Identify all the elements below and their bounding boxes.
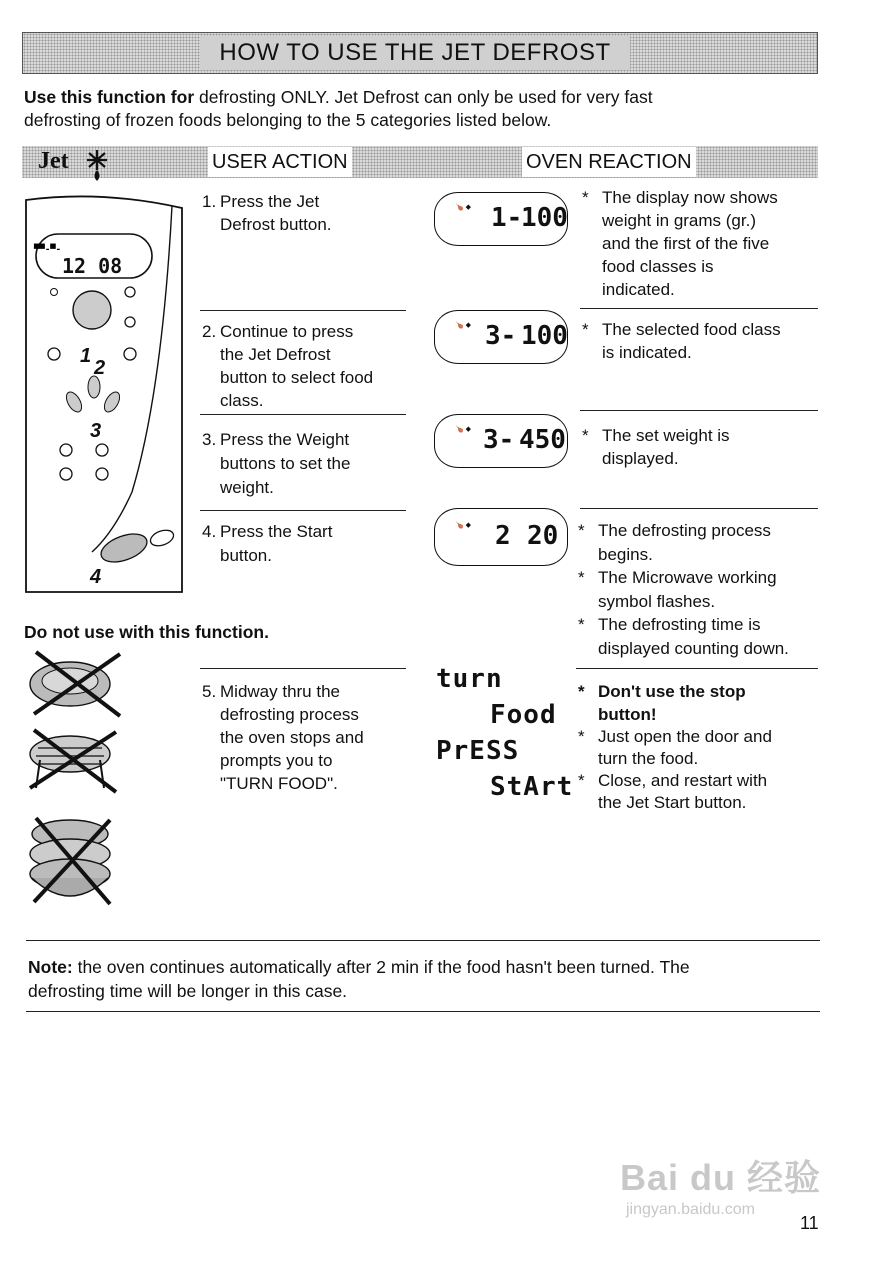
metal-rack-icon	[30, 730, 116, 792]
reaction-line: The Microwave working	[598, 568, 777, 587]
step-5-line: "TURN FOOD".	[220, 774, 338, 793]
user-action-header: USER ACTION	[208, 147, 352, 177]
divider	[580, 508, 818, 509]
divider	[580, 308, 818, 309]
reaction-line: displayed.	[602, 449, 679, 468]
reaction-line: The display now shows	[602, 188, 778, 207]
lcd-class: 1-	[491, 203, 523, 233]
divider	[200, 414, 406, 415]
step-3-line: weight.	[220, 478, 274, 497]
step-3-line: Press the Weight	[220, 430, 350, 449]
panel-label-4: 4	[90, 566, 102, 588]
step-2-reaction	[582, 318, 818, 364]
panel-display: 12 08	[62, 254, 123, 278]
reaction-line: is indicated.	[602, 343, 692, 362]
reaction-line: Close, and restart with	[598, 771, 768, 790]
lcd-display-3	[434, 414, 568, 468]
display-turn: turn	[436, 664, 503, 694]
watermark-brand: Bai du 经验	[620, 1157, 822, 1198]
page-title: HOW TO USE THE JET DEFROST	[200, 36, 630, 70]
panel-label-3: 3	[90, 420, 102, 442]
bullet: *	[582, 188, 589, 207]
control-panel-illustration	[22, 192, 188, 598]
lcd-class: 2	[495, 521, 511, 551]
step-5-reaction	[578, 680, 818, 814]
reaction-warning: button!	[598, 705, 657, 724]
reaction-line: the Jet Start button.	[598, 793, 747, 812]
step-1-reaction	[582, 186, 818, 301]
note-bottom-rule	[26, 1011, 820, 1012]
lcd-display-4	[434, 508, 568, 566]
reaction-line: The selected food class	[602, 320, 781, 339]
step-1-text	[202, 190, 402, 236]
step-3-num: 3.	[202, 430, 217, 449]
lcd-food-icon: 🍗 ◆	[455, 322, 472, 329]
display-food: Food	[490, 700, 557, 730]
lcd-food-icon: 🍗 ◆	[455, 426, 472, 433]
step-4-text	[202, 520, 402, 568]
intro-rest: defrosting ONLY. Jet Defrost can only be used for very fast	[194, 87, 653, 107]
bullet: *	[578, 615, 585, 634]
divider	[200, 310, 406, 311]
lcd-class: 3-	[485, 321, 517, 351]
baidu-watermark	[620, 1150, 821, 1219]
reaction-line: and the first of the five	[602, 234, 770, 253]
step-2-text	[202, 320, 402, 412]
lcd-value: 20	[527, 521, 559, 551]
reaction-line: weight in grams (gr.)	[602, 211, 756, 230]
panel-label-2: 2	[94, 357, 106, 379]
watermark-url: jingyan.baidu.com	[626, 1201, 755, 1218]
lcd-value: 100	[521, 321, 568, 351]
note-paragraph	[28, 955, 808, 1003]
step-4-line: button.	[220, 546, 272, 565]
reaction-line: food classes is	[602, 257, 714, 276]
step-1-line: Press the Jet	[220, 192, 320, 211]
step-4-reaction	[578, 519, 818, 660]
bullet: *	[578, 771, 585, 790]
step-2-line: Continue to press	[220, 322, 354, 341]
reaction-line: The defrosting time is	[598, 615, 761, 634]
bullet: *	[578, 682, 585, 701]
step-5-line: prompts you to	[220, 751, 333, 770]
lcd-food-icon: 🍗 ◆	[455, 204, 472, 211]
divider	[200, 510, 406, 511]
bullet: *	[582, 426, 589, 445]
metal-plate-icon	[30, 652, 120, 716]
step-5-line: defrosting process	[220, 705, 359, 724]
display-press: PrESS	[436, 736, 520, 766]
step-4-line: Press the Start	[220, 522, 333, 541]
do-not-use-heading: Do not use with this function.	[24, 622, 269, 642]
reaction-line: The set weight is	[602, 426, 730, 445]
step-2-line: the Jet Defrost	[220, 345, 331, 364]
reaction-warning: Don't use the stop	[598, 682, 746, 701]
step-5-num: 5.	[202, 682, 217, 701]
jet-logo	[38, 146, 69, 176]
oven-reaction-header: OVEN REACTION	[522, 147, 696, 177]
intro-line2: defrosting of frozen foods belonging to the 5 categories listed below.	[24, 110, 552, 130]
step-2-line: button to select food	[220, 368, 374, 387]
note-top-rule	[26, 940, 820, 941]
reaction-line: symbol flashes.	[598, 591, 716, 611]
step-4-num: 4.	[202, 522, 217, 541]
step-5-line: the oven stops and	[220, 728, 364, 747]
divider	[580, 410, 818, 411]
note-text: the oven continues automatically after 2 min if the food hasn't been turned. The	[72, 957, 690, 977]
step-2-line: class.	[220, 391, 264, 410]
step-3-line: buttons to set the	[220, 454, 351, 473]
step-3-text	[202, 428, 402, 500]
panel-label-1: 1	[80, 345, 92, 367]
divider	[576, 668, 818, 669]
bullet: *	[578, 521, 585, 540]
reaction-line: begins.	[598, 544, 653, 564]
step-5-line: Midway thru the	[220, 682, 340, 701]
display-start: StArt	[490, 772, 574, 802]
reaction-line: turn the food.	[598, 749, 699, 768]
lcd-display-1	[434, 192, 568, 246]
intro-bold: Use this function for	[24, 87, 195, 107]
note-text-2: defrosting time will be longer in this case.	[28, 981, 348, 1001]
bullet: *	[578, 568, 585, 587]
note-label: Note:	[28, 957, 73, 977]
step-3-reaction	[582, 424, 818, 470]
step-1-line: Defrost button.	[220, 215, 332, 234]
lcd-food-icon: 🍗 ◆	[455, 522, 472, 529]
lcd-value: 450	[519, 425, 566, 455]
reaction-line: displayed counting down.	[598, 638, 789, 658]
panel-display-icons: ▀▀-▀-	[34, 245, 62, 255]
bullet: *	[582, 320, 589, 339]
step-1-num: 1.	[202, 192, 217, 211]
divider	[200, 668, 406, 669]
reaction-line: The defrosting process	[598, 521, 771, 540]
reaction-line: indicated.	[602, 280, 675, 299]
page-number: 11	[800, 1213, 819, 1233]
jet-star-icon	[82, 148, 112, 182]
forbidden-dishes-illustration	[24, 648, 134, 918]
intro-paragraph	[24, 86, 804, 132]
jet-logo-text: Jet	[38, 148, 69, 174]
reaction-line: Just open the door and	[598, 727, 772, 746]
lcd-value: 100	[521, 203, 568, 233]
bullet: *	[578, 727, 585, 746]
lcd-display-2	[434, 310, 568, 364]
table-header	[22, 146, 818, 178]
lcd-class: 3-	[483, 425, 515, 455]
step-2-num: 2.	[202, 322, 217, 341]
metal-bowls-icon	[30, 818, 110, 904]
step-5-text	[202, 680, 402, 795]
